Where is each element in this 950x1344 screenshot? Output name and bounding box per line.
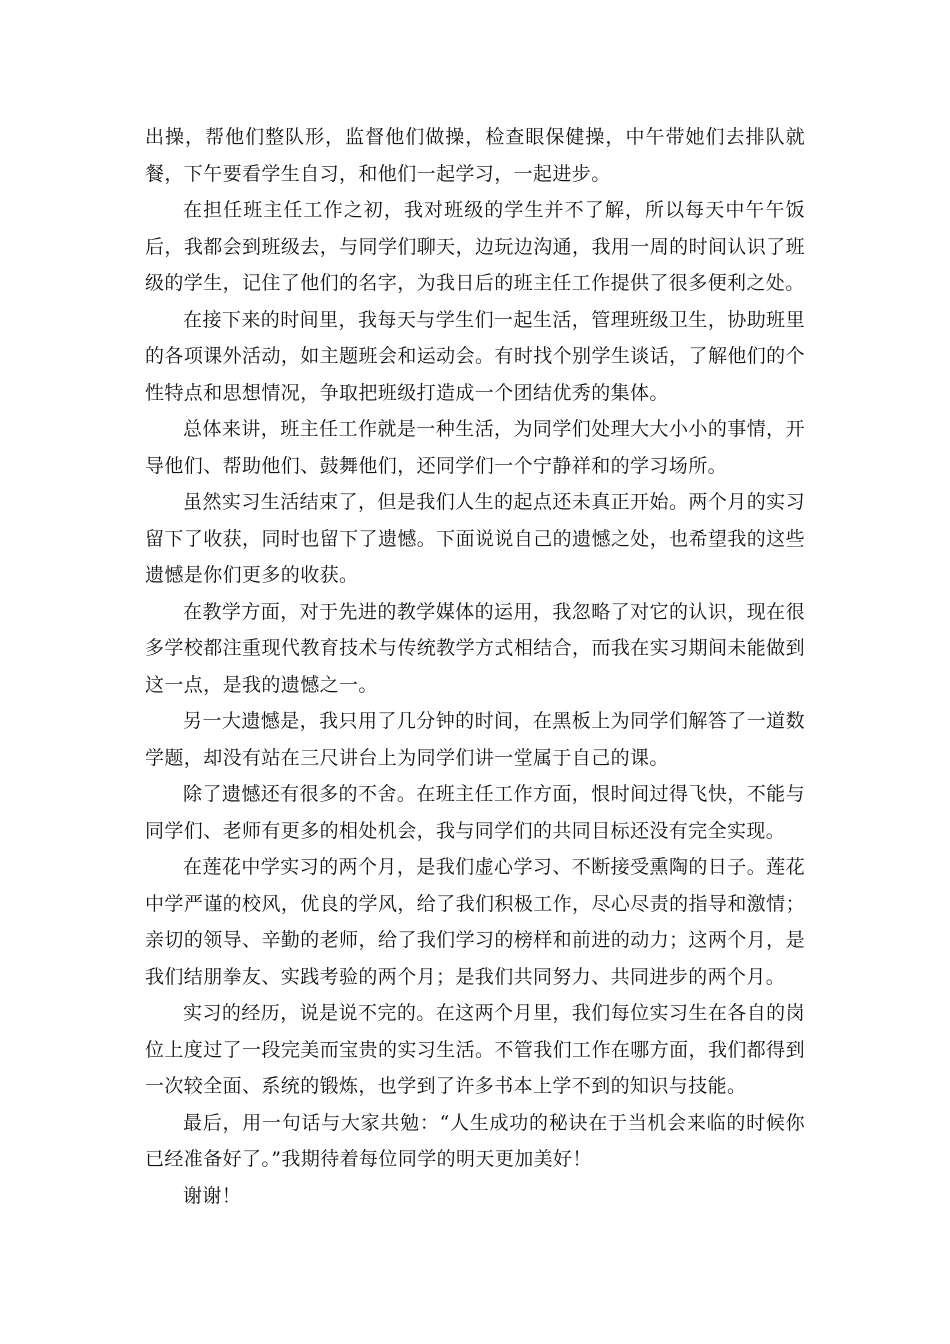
paragraph-lianhua-school: 在莲花中学实习的两个月，是我们虚心学习、不断接受熏陶的日子。莲花中学严谨的校风，优良的学风，给了我们积极工作，尽心尽责的指导和激情；亲切的领导、辛勤的老师，给了我们学习的榜样和前进的动力；这两个月，是我们结朋拳友、实践考验的两个月；是我们共同努力、共同进步的两个月。: [145, 856, 805, 988]
paragraph-teaching-regret: 在教学方面，对于先进的教学媒体的运用，我忽略了对它的认识，现在很多学校都注重现代教育技术与传统教学方式相结合，而我在实习期间未能做到这一点，是我的遗憾之一。: [145, 600, 805, 696]
paragraph-regrets-intro: 虽然实习生活结束了，但是我们人生的起点还未真正开始。两个月的实习留下了收获，同时也留下了遗憾。下面说说自己的遗憾之处，也希望我的这些遗憾是你们更多的收获。: [145, 491, 805, 586]
paragraph-experience: 实习的经历，说是说不完的。在这两个月里，我们每位实习生在各自的岗位上度过了一段完美而宝贵的实习生活。不管我们工作在哪方面，我们都得到一次较全面、系统的锻炼，也学到了许多书本上学不到的知识与技能。: [145, 1002, 805, 1097]
paragraph-second-regret: 另一大遗憾是，我只用了几分钟的时间，在黑板上为同学们解答了一道数学题，却没有站在三尺讲台上为同学们讲一堂属于自己的课。: [145, 710, 805, 769]
paragraph-summary: 总体来讲，班主任工作就是一种生活，为同学们处理大大小小的事情，开导他们、帮助他们、鼓舞他们，还同学们一个宁静祥和的学习场所。: [145, 418, 805, 477]
paragraph-continuation: 出操，帮他们整队形，监督他们做操，检查眼保健操，中午带她们去排队就餐，下午要看学生自习，和他们一起学习，一起进步。: [145, 126, 805, 185]
paragraph-daily-life: 在接下来的时间里，我每天与学生们一起生活，管理班级卫生，协助班里的各项课外活动，如主题班会和运动会。有时找个别学生谈话，了解他们的个性特点和思想情况，争取把班级打造成一个团结优秀的集体。: [145, 308, 805, 404]
paragraph-closing-quote: 最后，用一句话与大家共勉：“人生成功的秘诀在于当机会来临的时候你已经准备好了。”我期待着每位同学的明天更加美好！: [145, 1111, 805, 1170]
paragraph-reluctance: 除了遗憾还有很多的不舍。在班主任工作方面，恨时间过得飞快，不能与同学们、老师有更多的相处机会，我与同学们的共同目标还没有完全实现。: [145, 783, 805, 842]
paragraph-homeroom-start: 在担任班主任工作之初，我对班级的学生并不了解，所以每天中午午饭后，我都会到班级去，与同学们聊天，边玩边沟通，我用一周的时间认识了班级的学生，记住了他们的名字，为我日后的班主任工作提供了很多便利之处。: [145, 199, 805, 294]
paragraph-thanks: 谢谢！: [183, 1184, 242, 1207]
document-body: [145, 119, 805, 1214]
